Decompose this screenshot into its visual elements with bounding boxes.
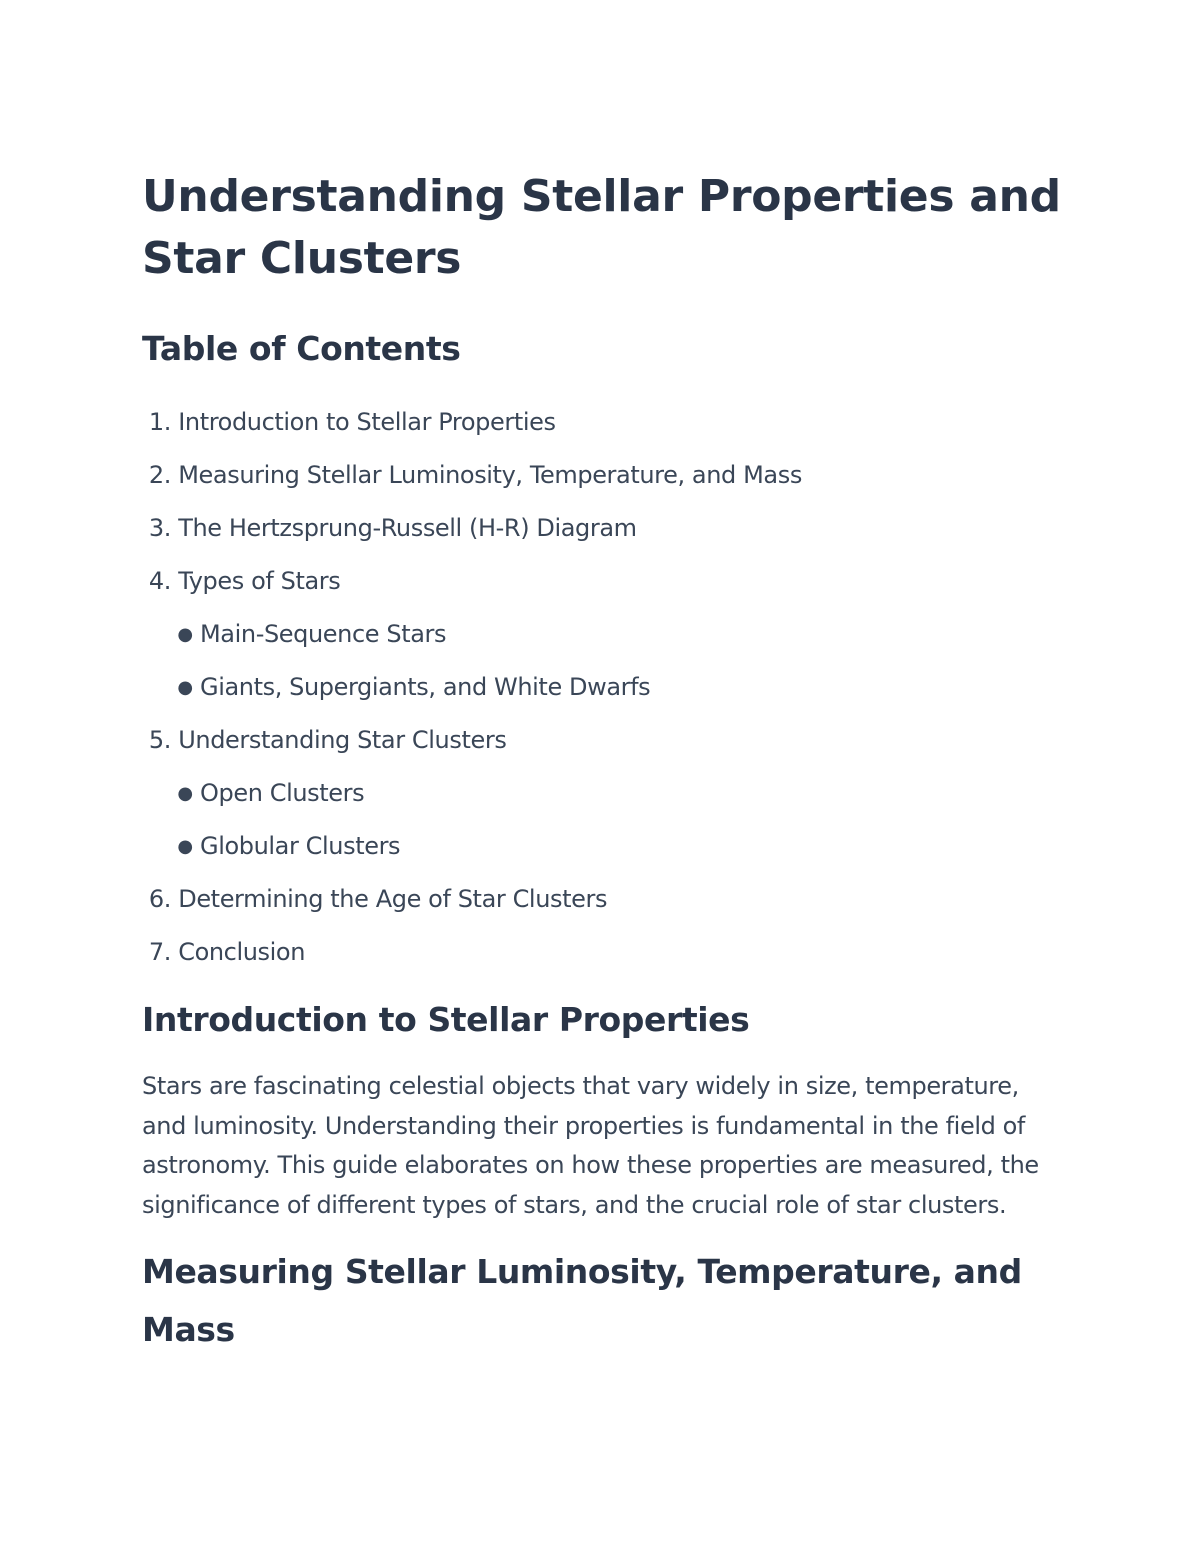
toc-item-label: Introduction to Stellar Properties xyxy=(178,408,556,436)
table-of-contents xyxy=(142,396,1072,979)
toc-subitem-label: Open Clusters xyxy=(200,779,365,807)
bullet-icon: ● xyxy=(177,836,193,857)
toc-item[interactable] xyxy=(142,714,1072,873)
intro-paragraph: Stars are fascinating celestial objects that vary widely in size, temperature, and luminosity. Understanding their properties is fundamental in the field of astronomy. This guide elaborates on how these properties are measured, the significance of different types of stars, and the crucial role of star clusters. xyxy=(142,1072,1039,1219)
toc-sublist xyxy=(142,608,1072,714)
toc-item[interactable] xyxy=(142,396,1072,449)
toc-subitem-label: Globular Clusters xyxy=(200,832,401,860)
toc-item-label: Understanding Star Clusters xyxy=(178,726,507,754)
toc-item-label: Determining the Age of Star Clusters xyxy=(178,885,608,913)
toc-heading: Table of Contents xyxy=(142,329,461,368)
toc-subitem[interactable] xyxy=(142,767,1072,820)
toc-item-number: 7. xyxy=(148,938,171,966)
toc-subitem-label: Main-Sequence Stars xyxy=(200,620,447,648)
toc-item-number: 2. xyxy=(148,461,171,489)
toc-item-label: Measuring Stellar Luminosity, Temperature, and Mass xyxy=(178,461,802,489)
toc-item-number: 6. xyxy=(148,885,171,913)
section-heading-measuring: Measuring Stellar Luminosity, Temperature, and Mass xyxy=(142,1252,1022,1349)
toc-item-label: Conclusion xyxy=(178,938,306,966)
bullet-icon: ● xyxy=(177,783,193,804)
toc-item-label: The Hertzsprung-Russell (H-R) Diagram xyxy=(178,514,637,542)
toc-item[interactable] xyxy=(142,449,1072,502)
toc-item-label: Types of Stars xyxy=(178,567,341,595)
section-heading-introduction: Introduction to Stellar Properties xyxy=(142,1000,750,1039)
toc-item[interactable] xyxy=(142,926,1072,979)
toc-item[interactable] xyxy=(142,502,1072,555)
document-title: Understanding Stellar Properties and Star Clusters xyxy=(142,171,1061,284)
toc-item[interactable] xyxy=(142,555,1072,714)
toc-item-number: 4. xyxy=(148,567,171,595)
toc-item-number: 1. xyxy=(148,408,171,436)
toc-sublist xyxy=(142,767,1072,873)
document-page xyxy=(142,166,1072,1359)
toc-item[interactable] xyxy=(142,873,1072,926)
toc-subitem[interactable] xyxy=(142,661,1072,714)
bullet-icon: ● xyxy=(177,677,193,698)
toc-item-number: 5. xyxy=(148,726,171,754)
toc-subitem[interactable] xyxy=(142,608,1072,661)
toc-subitem[interactable] xyxy=(142,820,1072,873)
bullet-icon: ● xyxy=(177,624,193,645)
toc-item-number: 3. xyxy=(148,514,171,542)
toc-subitem-label: Giants, Supergiants, and White Dwarfs xyxy=(200,673,651,701)
